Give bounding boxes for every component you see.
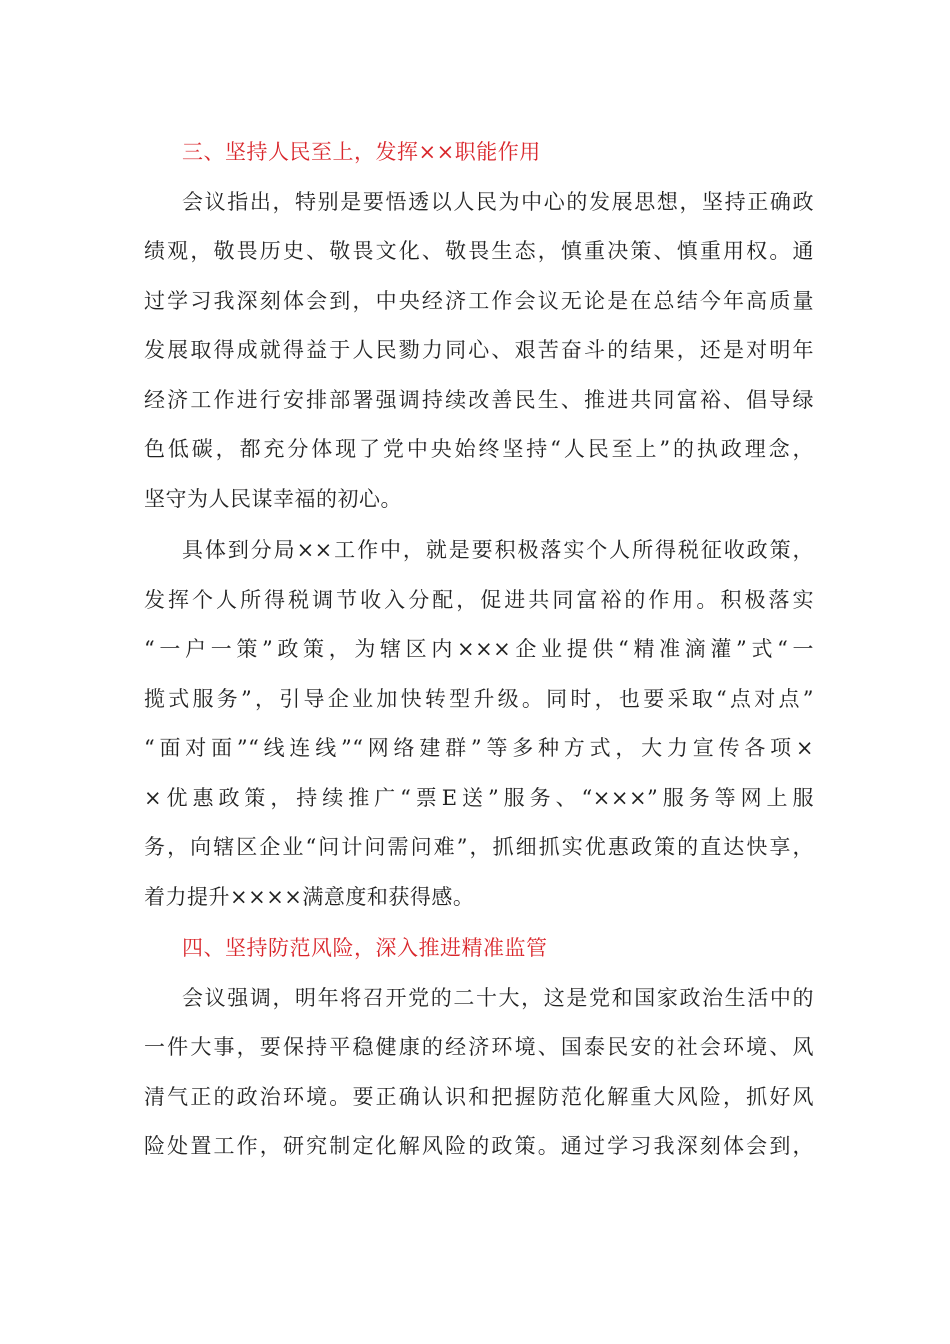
section-heading-4: 四、坚持防范风险，深入推进精准监管 (182, 936, 548, 960)
paragraph-line: 绩观，敬畏历史、敬畏文化、敬畏生态，慎重决策、慎重用权。通 (144, 239, 814, 263)
document-body (144, 128, 814, 1174)
paragraph-line: 清气正的政治环境。要正确认识和把握防范化解重大风险，抓好风 (144, 1084, 814, 1109)
paragraph-line: 着力提升××××满意度和获得感。 (144, 884, 475, 909)
paragraph-line: 色低碳，都充分体现了党中央始终坚持“人民至上”的执政理念， (144, 437, 814, 461)
paragraph-line: 务，向辖区企业“问计问需问难”，抓细抓实优惠政策的直达快享， (144, 835, 814, 859)
paragraph-line: 险处置工作，研究制定化解风险的政策。通过学习我深刻体会到， (144, 1134, 814, 1158)
paragraph-line: “一户一策”政策，为辖区内×××企业提供“精准滴灌”式“一 (144, 637, 814, 661)
section-3-paragraph-2 (144, 526, 814, 922)
paragraph-line: 具体到分局××工作中，就是要积极落实个人所得税征收政策， (182, 538, 814, 562)
paragraph-line: 一件大事，要保持平稳健康的经济环境、国泰民安的社会环境、风 (144, 1035, 814, 1059)
paragraph-line: 坚守为人民谋幸福的初心。 (144, 486, 402, 511)
paragraph-line: ×优惠政策，持续推广“票E送”服务、“×××”服务等网上服 (144, 785, 814, 810)
paragraph-line: 过学习我深刻体会到，中央经济工作会议无论是在总结今年高质量 (144, 288, 814, 313)
paragraph-line: 会议强调，明年将召开党的二十大，这是党和国家政治生活中的 (182, 985, 814, 1010)
paragraph-line: 发挥个人所得税调节收入分配，促进共同富裕的作用。积极落实 (144, 587, 814, 612)
section-4-paragraph-1 (144, 974, 814, 1172)
paragraph-line: “面对面”“线连线”“网络建群”等多种方式，大力宣传各项× (144, 736, 814, 760)
section-3-paragraph-1 (144, 178, 814, 525)
paragraph-line: 揽式服务”，引导企业加快转型升级。同时，也要采取“点对点” (144, 686, 814, 711)
paragraph-line: 会议指出，特别是要悟透以人民为中心的发展思想，坚持正确政 (182, 189, 814, 214)
paragraph-line: 发展取得成就得益于人民勠力同心、艰苦奋斗的结果，还是对明年 (144, 338, 814, 362)
section-heading-3: 三、坚持人民至上，发挥××职能作用 (182, 140, 541, 164)
paragraph-line: 经济工作进行安排部署强调持续改善民生、推进共同富裕、倡导绿 (144, 387, 814, 412)
